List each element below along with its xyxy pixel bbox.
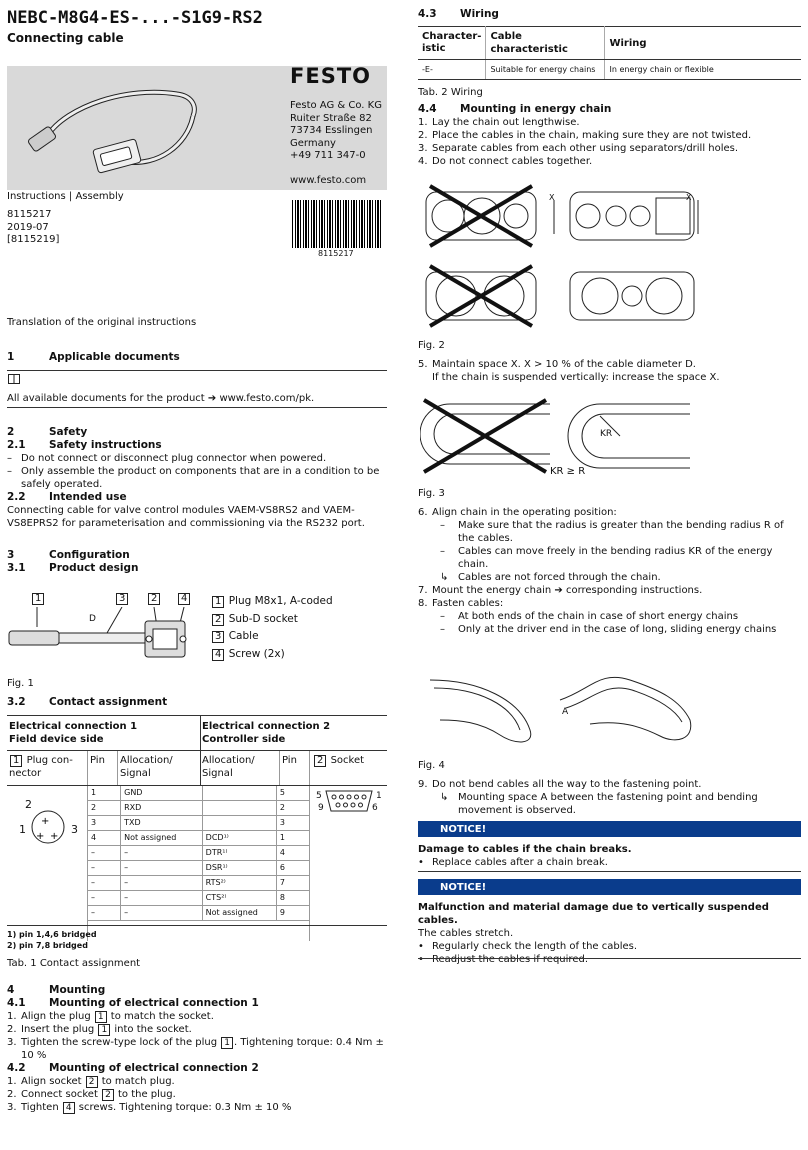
table-cell — [202, 801, 276, 816]
barcode — [291, 200, 383, 248]
header-text: Controller side — [202, 734, 286, 745]
divider — [7, 407, 387, 408]
list-text: Maintain space X. X > 10 % of the cable diameter D. — [432, 359, 696, 370]
section-title: Mounting in energy chain — [460, 103, 612, 115]
section-title: Safety instructions — [49, 439, 162, 451]
table-cell: 4 — [88, 831, 121, 846]
legend-number: 4 — [212, 649, 224, 661]
list-text: Fasten cables: — [432, 598, 504, 609]
table-row — [88, 831, 309, 846]
table-row — [88, 876, 309, 891]
table-cell: Not assigned — [121, 831, 203, 846]
list-text: Align chain in the operating position: — [432, 507, 617, 518]
section-title: Wiring — [460, 8, 499, 20]
table-cell: 4 — [276, 846, 309, 861]
section-title: Configuration — [49, 549, 130, 561]
doc-subtitle: Connecting cable — [7, 31, 124, 45]
legend-text: Sub-D socket — [228, 612, 298, 625]
table-caption: Tab. 2 Wiring — [418, 87, 483, 98]
table-row — [88, 816, 309, 831]
m8-connector-icon — [17, 806, 79, 848]
notice-2 — [418, 879, 801, 966]
table-row — [418, 60, 801, 80]
list-text: Insert the plug — [21, 1024, 95, 1035]
table-cell: GND — [121, 786, 203, 801]
table-row — [88, 846, 309, 861]
table-cell: 1 — [276, 831, 309, 846]
legend-text: Plug M8x1, A-coded — [228, 595, 333, 607]
list-item: 3. Separate cables from each other using separators/drill holes. — [418, 143, 739, 154]
list-text: screws. Tightening torque: 0.3 Nm ± 10 % — [78, 1102, 292, 1113]
list-text: Do not bend cables all the way to the fastening point. — [432, 779, 702, 790]
list-item: 9. Do not bend cables all the way to the fastening point. — [418, 779, 702, 790]
section-title: Contact assignment — [49, 696, 168, 708]
sub-item: – Cables can move freely in the bending radius KR of the energy chain. — [440, 546, 773, 570]
pin-label: 1 — [376, 791, 382, 801]
contact-table-body — [7, 786, 387, 941]
list-text: Separate cables from each other using separators/drill holes. — [432, 143, 739, 154]
table-cell — [202, 816, 276, 831]
table-row — [88, 891, 309, 906]
list-text: Regularly check the length of the cables. — [432, 941, 638, 952]
doc-number: 8115217 — [7, 209, 52, 220]
figure-3-drawing — [420, 396, 690, 476]
table-cell: – — [121, 906, 203, 921]
table-cell: CTS²⁾ — [202, 891, 276, 906]
table-cell: DTR¹⁾ — [202, 846, 276, 861]
dimension-label: D — [89, 614, 96, 624]
list-item: 6. Align chain in the operating position: — [418, 507, 617, 518]
figure-caption: Fig. 3 — [418, 488, 445, 499]
divider — [418, 958, 801, 959]
table-cell — [202, 786, 276, 801]
doc-info — [7, 209, 59, 247]
list-text: to match plug. — [101, 1076, 175, 1087]
list-item: 2. Place the cables in the chain, making sure they are not twisted. — [418, 130, 752, 141]
list-text: Tighten — [21, 1102, 59, 1113]
callout: 3 — [116, 593, 128, 605]
address-line — [290, 163, 382, 175]
dsub-connector-icon — [324, 789, 374, 813]
ref-box: 1 — [95, 1011, 107, 1023]
col-label: Socket — [330, 755, 365, 766]
list-text: At both ends of the chain in case of short energy chains — [458, 611, 739, 622]
list-item: – Do not connect or disconnect plug connector when powered. — [7, 453, 327, 464]
header-text: Electrical connection 1 — [9, 721, 138, 732]
table-cell: 7 — [276, 876, 309, 891]
figure-caption: Fig. 2 — [418, 340, 445, 351]
section-4-3-heading — [418, 8, 499, 21]
figure-caption: Fig. 1 — [7, 678, 34, 689]
list-text: Connect socket — [21, 1089, 98, 1100]
table-row — [88, 786, 309, 801]
list-item: – Only assemble the product on components that are in a condition to be safely operated. — [7, 466, 380, 490]
figure-caption: Fig. 4 — [418, 760, 445, 771]
list-item: 1. Lay the chain out lengthwise. — [418, 117, 580, 128]
section-number: 4 — [7, 984, 15, 996]
bullet-item: • Readjust the cables if required. — [418, 954, 588, 965]
list-text: Replace cables after a chain break. — [432, 857, 608, 868]
barcode-number: 8115217 — [318, 249, 354, 258]
doc-type: Instructions | Assembly — [7, 191, 124, 202]
contact-table — [7, 715, 387, 941]
list-item: 2. Insert the plug 1 into the socket. — [7, 1024, 192, 1035]
list-item: 1. Align the plug 1 to match the socket. — [7, 1011, 214, 1022]
sub-item — [418, 791, 801, 817]
list-text: Make sure that the radius is greater than the bending radius R of the cables. — [458, 520, 784, 544]
section-title: Intended use — [49, 491, 127, 503]
header-connection-1 — [9, 720, 137, 746]
m8-pinout — [7, 786, 87, 941]
table-header-row — [418, 27, 801, 60]
table-cell: Not assigned — [202, 906, 276, 921]
svg-text:+: + — [41, 816, 50, 827]
step-9 — [418, 778, 801, 817]
contact-rows — [88, 786, 309, 921]
section-title: Product design — [49, 562, 139, 574]
section-4-4-heading — [418, 103, 801, 116]
table-cell: Suitable for energy chains — [486, 60, 605, 80]
table-cell: 9 — [276, 906, 309, 921]
section-3-2-heading — [7, 696, 167, 709]
notice-text: The cables stretch. — [418, 928, 514, 939]
pin-label: 6 — [372, 803, 378, 813]
section-1-heading — [7, 351, 387, 364]
address-line: Germany — [290, 137, 336, 149]
table-cell: – — [121, 891, 203, 906]
cable-drawing — [7, 607, 207, 667]
ref-box: 2 — [86, 1076, 98, 1088]
list-text: Do not connect cables together. — [432, 156, 593, 167]
table-cell: RXD — [121, 801, 203, 816]
svg-text:+: + — [36, 831, 45, 842]
table-row — [88, 861, 309, 876]
footnote: 1) pin 1,4,6 bridged — [7, 930, 97, 939]
list-text: to match the socket. — [110, 1011, 214, 1022]
bullet-item: • Regularly check the length of the cables. — [418, 941, 638, 952]
section-4-heading — [7, 984, 392, 997]
col-allocation-1: Allocation/ Signal — [120, 755, 173, 779]
callout: 2 — [148, 593, 160, 605]
footnotes — [7, 929, 97, 951]
table-cell: – — [88, 891, 121, 906]
section-2-1-heading — [7, 439, 387, 452]
notice-banner: NOTICE! — [418, 879, 801, 895]
col-pin: Pin — [90, 755, 105, 766]
list-text: Readjust the cables if required. — [432, 954, 588, 965]
table-cell: 1 — [88, 786, 121, 801]
ref-box: 1 — [98, 1024, 110, 1036]
doc-date: 2019-07 — [7, 221, 49, 233]
doc-ref: [8115219] — [7, 234, 60, 245]
address-line: Festo AG & Co. KG — [290, 100, 382, 111]
table-cell: 2 — [88, 801, 121, 816]
table-cell: – — [121, 861, 203, 876]
legend-number: 3 — [212, 631, 224, 643]
section-4 — [7, 984, 392, 1114]
table-cell: – — [121, 846, 203, 861]
list-item: 8. Fasten cables: — [418, 598, 504, 609]
table-cell: TXD — [121, 816, 203, 831]
box-number: 1 — [10, 755, 22, 767]
ref-box: 1 — [221, 1037, 233, 1049]
legend-item — [211, 646, 333, 664]
table-cell: 2 — [276, 801, 309, 816]
sub-item: – Only at the driver end in the case of long, sliding energy chains — [440, 624, 777, 635]
section-number: 4.1 — [7, 997, 26, 1009]
section-number: 2.2 — [7, 491, 26, 503]
list-text: Align the plug — [21, 1011, 91, 1022]
list-item: 4. Do not connect cables together. — [418, 156, 593, 167]
section-4-2-heading — [7, 1062, 392, 1075]
list-text: If the chain is suspended vertically: increase the space X. — [432, 372, 720, 383]
section-number: 3.2 — [7, 696, 26, 708]
kr-label: KR — [600, 429, 613, 439]
result-arrow-icon: ↳ — [440, 792, 449, 803]
box-number: 2 — [314, 755, 326, 767]
list-text: Mounting space A between the fastening point and bending movement is observed. — [458, 792, 758, 816]
doc-title: NEBC-M8G4-ES-...-S1G9-RS2 — [7, 8, 263, 28]
list-item: 1. Align socket 2 to match plug. — [7, 1076, 175, 1087]
pin-label: 5 — [316, 791, 322, 801]
list-text: Tighten the screw-type lock of the plug — [21, 1037, 218, 1048]
table-cell: – — [88, 846, 121, 861]
sub-item — [418, 571, 801, 584]
header-cell: Character-istic — [418, 27, 486, 60]
header-text: Field device side — [9, 734, 104, 745]
sub-item: – Make sure that the radius is greater than the bending radius R of the cables. — [440, 520, 784, 544]
pin-label: 9 — [318, 803, 324, 813]
col-plug — [9, 754, 79, 780]
list-text: Only assemble the product on components that are in a condition to be safely operated. — [21, 466, 380, 490]
col-label: Plug con-nector — [9, 755, 73, 779]
table-cell: – — [88, 906, 121, 921]
list-text: Do not connect or disconnect plug connector when powered. — [21, 453, 327, 464]
legend-item — [211, 628, 333, 646]
result-arrow-icon: ↳ — [440, 572, 449, 583]
divider — [7, 370, 387, 371]
table-cell: DSR¹⁾ — [202, 861, 276, 876]
table-cell: 6 — [276, 861, 309, 876]
header-cell: Cable characteristic — [486, 27, 605, 60]
notice-title: Malfunction and material damage due to vertically suspended cables. — [418, 902, 769, 926]
section-title: Mounting — [49, 984, 106, 996]
legend-text: Screw (2x) — [228, 647, 285, 660]
product-design-figure — [7, 593, 207, 668]
address-line: +49 711 347-0 — [290, 150, 366, 161]
table-cell: – — [121, 876, 203, 891]
section-3 — [7, 549, 387, 575]
list-item: 5. Maintain space X. X > 10 % of the cable diameter D. — [418, 359, 696, 370]
legend-text: Cable — [228, 630, 259, 642]
section-number: 4.4 — [418, 103, 437, 115]
list-text: Lay the chain out lengthwise. — [432, 117, 580, 128]
table-cell: RTS²⁾ — [202, 876, 276, 891]
table-cell: DCD¹⁾ — [202, 831, 276, 846]
contact-table-header — [7, 716, 387, 751]
steps-6-8 — [418, 506, 801, 636]
notice-banner: NOTICE! — [418, 821, 801, 837]
section-2 — [7, 426, 387, 530]
legend-item — [211, 611, 333, 629]
section-title: Mounting of electrical connection 1 — [49, 997, 259, 1009]
section-number: 3 — [7, 549, 15, 561]
header-cell: Wiring — [605, 27, 801, 60]
footnote: 2) pin 7,8 bridged — [7, 941, 88, 950]
table-cell: – — [88, 861, 121, 876]
dimension-label: X — [686, 193, 692, 202]
legend-number: 2 — [212, 614, 224, 626]
translation-note: Translation of the original instructions — [7, 317, 197, 328]
address-block — [290, 100, 382, 187]
notice-1 — [418, 821, 801, 869]
address-line: www.festo.com — [290, 174, 367, 186]
section-number: 3.1 — [7, 562, 26, 574]
section-3-1-heading — [7, 562, 387, 575]
list-text: Place the cables in the chain, making sure they are not twisted. — [432, 130, 752, 141]
book-icon — [8, 374, 20, 388]
list-item-5 — [418, 358, 801, 384]
list-item: 3. Tighten the screw-type lock of the plug 1 . Tightening torque: 0.4 Nm ± 10 % — [7, 1037, 384, 1061]
section-title: Applicable documents — [49, 351, 180, 363]
list-text: Only at the driver end in the case of long, sliding energy chains — [458, 624, 777, 635]
figure-2-drawing — [420, 182, 710, 332]
cable-illustration — [7, 66, 207, 190]
intended-use-text: Connecting cable for valve control modules VAEM-VS8RS2 and VAEM-VS8EPRS2 for parameterisation and commissioning via the RS232 port. — [7, 505, 365, 529]
bullet-item: • Replace cables after a chain break. — [418, 857, 608, 868]
callout: 4 — [178, 593, 190, 605]
callout: 1 — [32, 593, 44, 605]
cover-panel — [7, 66, 387, 190]
address-line: Ruiter Straße 82 — [290, 112, 372, 124]
section-4-1-heading — [7, 997, 392, 1010]
ref-box: 4 — [63, 1102, 75, 1114]
product-legend — [211, 593, 333, 663]
list-item: 7. Mount the energy chain ➔ corresponding instructions. — [418, 585, 703, 596]
pin-label: 1 — [19, 823, 26, 836]
header-connection-2 — [202, 720, 330, 746]
dsub-pinout — [310, 786, 387, 941]
table-cell: 3 — [276, 816, 309, 831]
divider — [7, 925, 387, 926]
wiring-table — [418, 26, 801, 80]
kr-condition-label: KR ≥ R — [550, 466, 586, 477]
ref-box: 2 — [102, 1089, 114, 1101]
header-text: Electrical connection 2 — [202, 721, 331, 732]
list-text: Align socket — [21, 1076, 82, 1087]
col-socket — [313, 754, 364, 767]
section-title: Safety — [49, 426, 88, 438]
table-row — [88, 906, 309, 921]
address-line: 73734 Esslingen — [290, 125, 373, 136]
contact-table-subheader — [7, 751, 387, 786]
section-number: 4.3 — [418, 8, 437, 20]
section-title: Mounting of electrical connection 2 — [49, 1062, 259, 1074]
list-item: 3. Tighten 4 screws. Tightening torque: 0.3 Nm ± 10 % — [7, 1102, 292, 1113]
table-cell: In energy chain or flexible — [605, 60, 801, 80]
list-text: into the socket. — [114, 1024, 192, 1035]
list-item: 2. Connect socket 2 to the plug. — [7, 1089, 176, 1100]
table-cell: 5 — [276, 786, 309, 801]
legend-item — [211, 593, 333, 611]
sub-item: – At both ends of the chain in case of short energy chains — [440, 611, 739, 622]
table-cell: 8 — [276, 891, 309, 906]
section-number: 4.2 — [7, 1062, 26, 1074]
section-number: 2 — [7, 426, 15, 438]
list-text: . Tightening torque: 0.4 Nm ± 10 % — [21, 1037, 384, 1061]
pin-label: 3 — [71, 823, 78, 836]
section-number: 2.1 — [7, 439, 26, 451]
section-2-2-heading — [7, 491, 387, 504]
notice-title: Damage to cables if the chain breaks. — [418, 844, 632, 855]
svg-text:+: + — [50, 831, 59, 842]
table-cell: – — [88, 876, 121, 891]
table-row — [88, 801, 309, 816]
pin-label: 2 — [25, 798, 32, 811]
section-2-heading — [7, 426, 387, 439]
figure-4-drawing — [420, 660, 700, 750]
legend-number: 1 — [212, 596, 224, 608]
list-text: Mount the energy chain ➔ corresponding instructions. — [432, 585, 703, 596]
dimension-label: A — [562, 707, 569, 717]
dimension-label: X — [549, 193, 555, 202]
divider — [418, 871, 801, 872]
divider — [200, 716, 201, 750]
festo-logo: FESTO — [290, 64, 371, 88]
col-allocation-2: Allocation/ Signal — [202, 755, 255, 779]
list-text: Cables can move freely in the bending radius KR of the energy chain. — [458, 546, 773, 570]
table-cell: 3 — [88, 816, 121, 831]
list-text: to the plug. — [117, 1089, 176, 1100]
table-caption: Tab. 1 Contact assignment — [7, 958, 141, 969]
section-4-4 — [418, 103, 801, 168]
section-number: 1 — [7, 351, 15, 363]
section-3-heading — [7, 549, 387, 562]
table-cell: -E- — [418, 60, 486, 80]
col-pin-2: Pin — [282, 755, 297, 766]
section-1-text: All available documents for the product ➔ www.festo.com/pk. — [7, 393, 315, 404]
list-text: Cables are not forced through the chain. — [458, 572, 661, 583]
